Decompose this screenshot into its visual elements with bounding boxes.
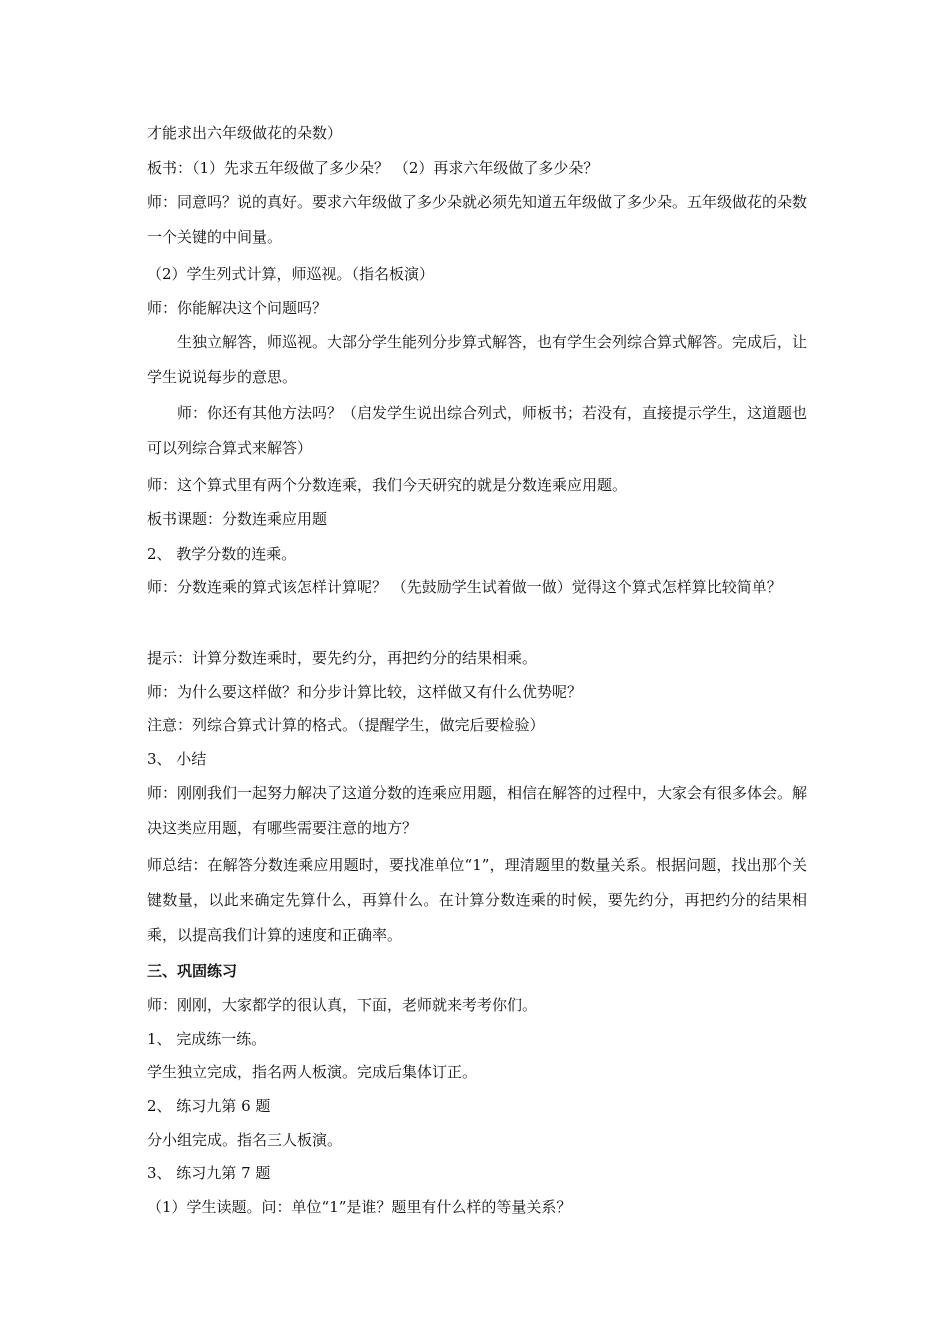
paragraph: 师：同意吗？说的真好。要求六年级做了多少朵就必须先知道五年级做了多少朵。五年级做花的朵数一个关键的中间量。: [147, 193, 808, 246]
text-line: 提示：计算分数连乘时，要先约分，再把约分的结果相乘。: [147, 649, 538, 667]
text-line: 分小组完成。指名三人板演。: [147, 1131, 343, 1149]
text-line: （2）学生列式计算，师巡视。（指名板演）: [147, 265, 435, 283]
text-line: 才能求出六年级做花的朵数）: [147, 124, 343, 142]
paragraph: 师：刚刚我们一起努力解决了这道分数的连乘应用题，相信在解答的过程中，大家会有很多体会。解决这类应用题，有哪些需要注意的地方？: [147, 784, 808, 837]
paragraph: 师总结：在解答分数连乘应用题时，要找准单位“1”，理清题里的数量关系。根据问题，找出那个关键数量，以此来确定先算什么，再算什么。在计算分数连乘的时候，要先约分，再把约分的结果相乘，以提高我们计算的速度和正确率。: [147, 856, 807, 944]
text-line: 师：你能解决这个问题吗？: [147, 299, 328, 317]
text-line: 师：这个算式里有两个分数连乘，我们今天研究的就是分数连乘应用题。: [147, 476, 628, 494]
paragraph: 师：分数连乘的算式该怎样计算呢？ （先鼓励学生试着做一做）觉得这个算式怎样算比较简单？: [147, 578, 782, 596]
text-line: 板书：（1）先求五年级做了多少朵？ （2）再求六年级做了多少朵？: [147, 159, 599, 177]
section-heading: 三、巩固练习: [147, 962, 238, 980]
text-line: 注意：列综合算式计算的格式。（提醒学生，做完后要检验）: [147, 716, 545, 734]
list-item: 3、 小结: [147, 750, 207, 768]
text-line: （1）学生读题。问：单位“1”是谁？题里有什么样的等量关系？: [147, 1198, 572, 1216]
text-line: 学生独立完成，指名两人板演。完成后集体订正。: [147, 1063, 478, 1081]
list-item: 2、 教学分数的连乘。: [147, 545, 297, 563]
paragraph: 师：你还有其他方法吗？（启发学生说出综合列式，师板书；若没有，直接提示学生，这道题也可以列综合算式来解答）: [147, 404, 808, 457]
text-line: 师：为什么要这样做？和分步计算比较，这样做又有什么优势呢？: [147, 683, 583, 701]
text-line: 师：刚刚，大家都学的很认真，下面，老师就来考考你们。: [147, 996, 538, 1014]
text-line: 板书课题：分数连乘应用题: [147, 510, 328, 528]
list-item: 1、 完成练一练。: [147, 1030, 267, 1048]
list-item: 3、 练习九第 7 题: [147, 1164, 271, 1182]
paragraph: 生独立解答，师巡视。大部分学生能列分步算式解答，也有学生会列综合算式解答。完成后，让学生说说每步的意思。: [147, 333, 808, 386]
list-item: 2、 练习九第 6 题: [147, 1097, 271, 1115]
